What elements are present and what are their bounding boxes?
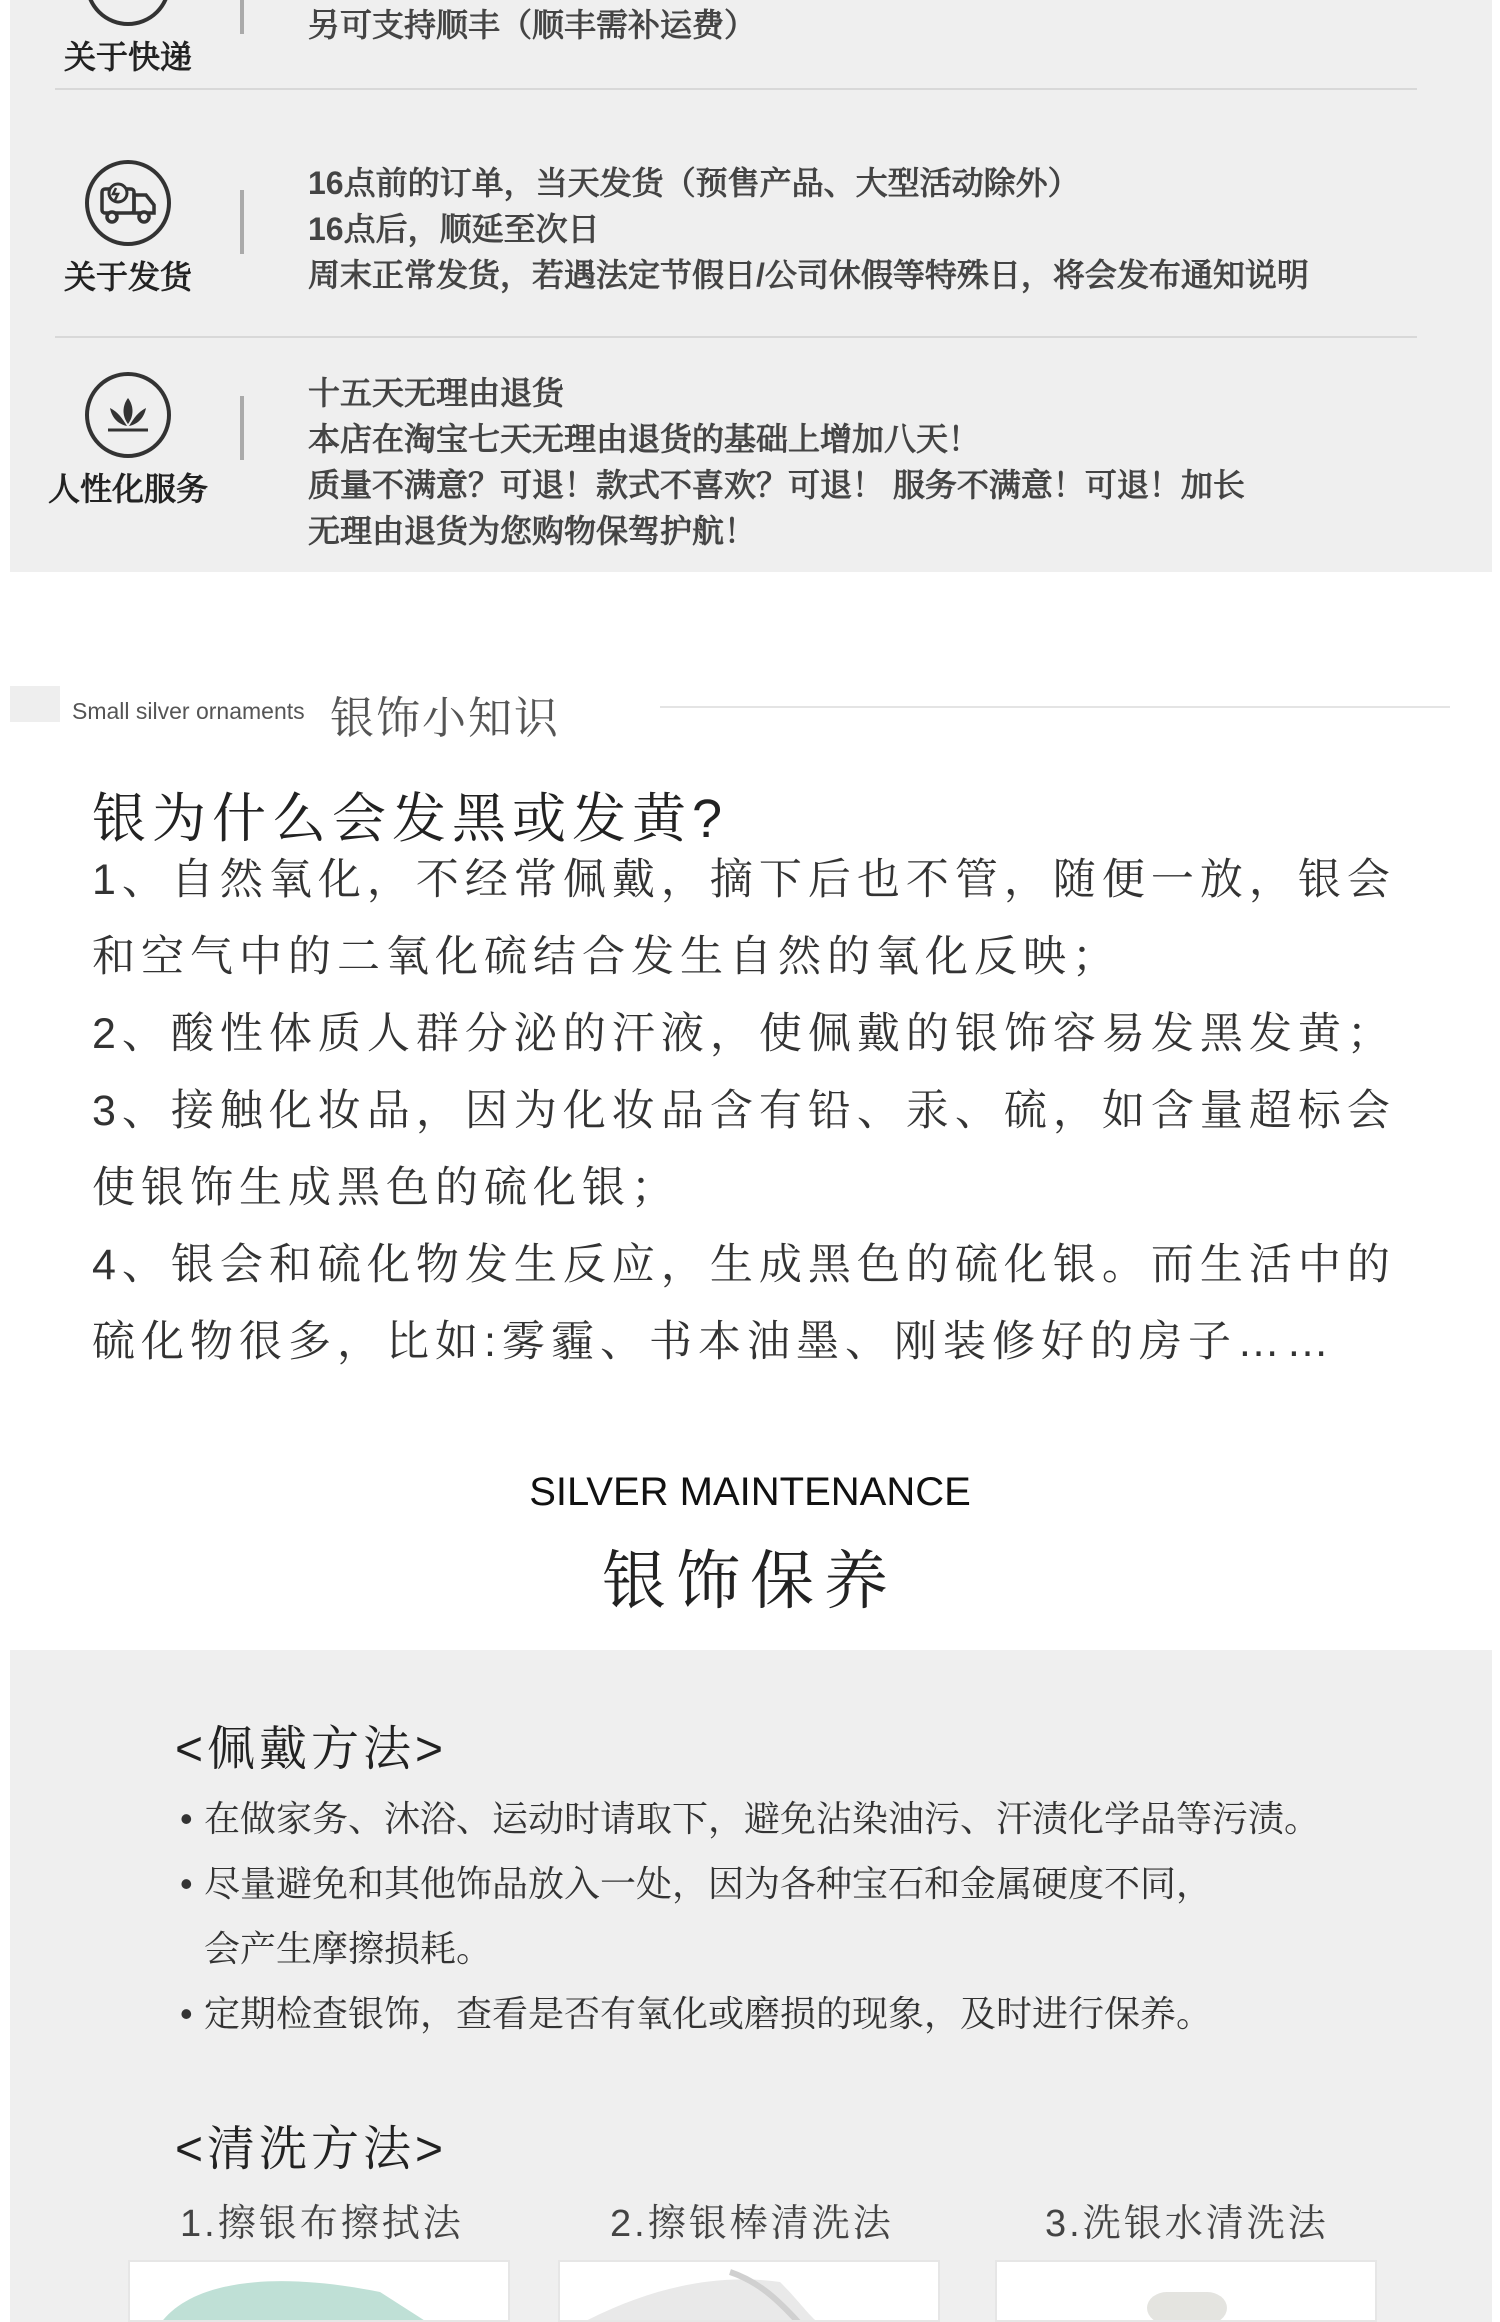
knowledge-question: 银为什么会发黑或发黄?: [92, 789, 729, 849]
knowledge-line: 使银饰生成黑色的硫化银；: [92, 1164, 680, 1212]
knowledge-line: 4、银会和硫化物发生反应，生成黑色的硫化银。而生活中的: [92, 1241, 1396, 1289]
wear-method-title: <佩戴方法>: [175, 1723, 448, 1776]
clean-method-stick: 2.擦银棒清洗法: [610, 2203, 894, 2245]
delivery-truck-icon: [85, 160, 171, 246]
knowledge-subtitle-en: Small silver ornaments: [72, 698, 305, 724]
humanized-line: 质量不满意？可退！款式不喜欢？可退！ 服务不满意！可退！加长: [308, 467, 1245, 503]
shipping-line: 周末正常发货，若遇法定节假日/公司休假等特殊日，将会发布通知说明: [308, 257, 1309, 293]
shipping-line: 16点后，顺延至次日: [308, 211, 600, 247]
liquid-image: [995, 2260, 1377, 2322]
shipping-label: 关于发货: [63, 259, 192, 295]
lotus-icon: [85, 372, 171, 458]
shipping-line: 16点前的订单，当天发货（预售产品、大型活动除外）: [308, 165, 1080, 201]
knowledge-line: 2、酸性体质人群分泌的汗液，使佩戴的银饰容易发黑发黄；: [92, 1010, 1396, 1058]
row-separator: [55, 88, 1417, 90]
wear-method-list: [180, 1786, 1430, 2046]
humanized-line: 十五天无理由退货: [308, 375, 565, 411]
stick-image: [558, 2260, 940, 2322]
maintenance-panel: [10, 1650, 1492, 2322]
maintenance-title-en: SILVER MAINTENANCE: [529, 1470, 971, 1514]
wear-tip: • 在做家务、沐浴、运动时请取下，避免沾染油污、汗渍化学品等污渍。: [180, 1786, 1430, 1851]
knowledge-line: 1、自然氧化，不经常佩戴，摘下后也不管，随便一放，银会: [92, 856, 1396, 904]
knowledge-line: 3、接触化妆品，因为化妆品含有铅、汞、硫，如含量超标会: [92, 1087, 1396, 1135]
knowledge-line: 和空气中的二氧化硫结合发生自然的氧化反映；: [92, 933, 1121, 981]
knowledge-title: 银饰小知识: [330, 694, 560, 743]
express-text: 另可支持顺丰（顺丰需补运费）: [308, 7, 757, 43]
wear-tip-continued: 会产生摩擦损耗。: [204, 1928, 493, 1969]
wear-tip: • 定期检查银饰，查看是否有氧化或磨损的现象，及时进行保养。: [180, 1981, 1430, 2046]
humanized-line: 无理由退货为您购物保驾护航！: [308, 513, 757, 549]
shipping-text: [308, 160, 1309, 298]
humanized-line: 本店在淘宝七天无理由退货的基础上增加八天！: [308, 421, 981, 457]
humanized-label: 人性化服务: [47, 471, 208, 507]
knowledge-line: 硫化物很多，比如:雾霾、书本油墨、刚装修好的房子……: [92, 1318, 1335, 1366]
maintenance-title: 银饰保养: [602, 1545, 898, 1617]
knowledge-body: [92, 842, 1452, 1381]
clean-method-liquid: 3.洗银水清洗法: [1045, 2203, 1329, 2245]
section-divider: [660, 706, 1450, 708]
cloth-image: [128, 2260, 510, 2322]
row-separator: [55, 336, 1417, 338]
clean-method-cloth: 1.擦银布擦拭法: [180, 2203, 464, 2245]
divider: [240, 0, 244, 34]
humanized-text: [308, 370, 1245, 554]
divider: [240, 396, 244, 460]
divider: [240, 190, 244, 254]
section-tab-marker: [10, 686, 60, 722]
express-icon: [85, 0, 171, 26]
express-label: 关于快递: [63, 39, 192, 75]
wear-tip: • 尽量避免和其他饰品放入一处，因为各种宝石和金属硬度不同，: [180, 1851, 1430, 1916]
service-info-panel: [10, 0, 1492, 572]
clean-method-title: <清洗方法>: [175, 2123, 448, 2176]
